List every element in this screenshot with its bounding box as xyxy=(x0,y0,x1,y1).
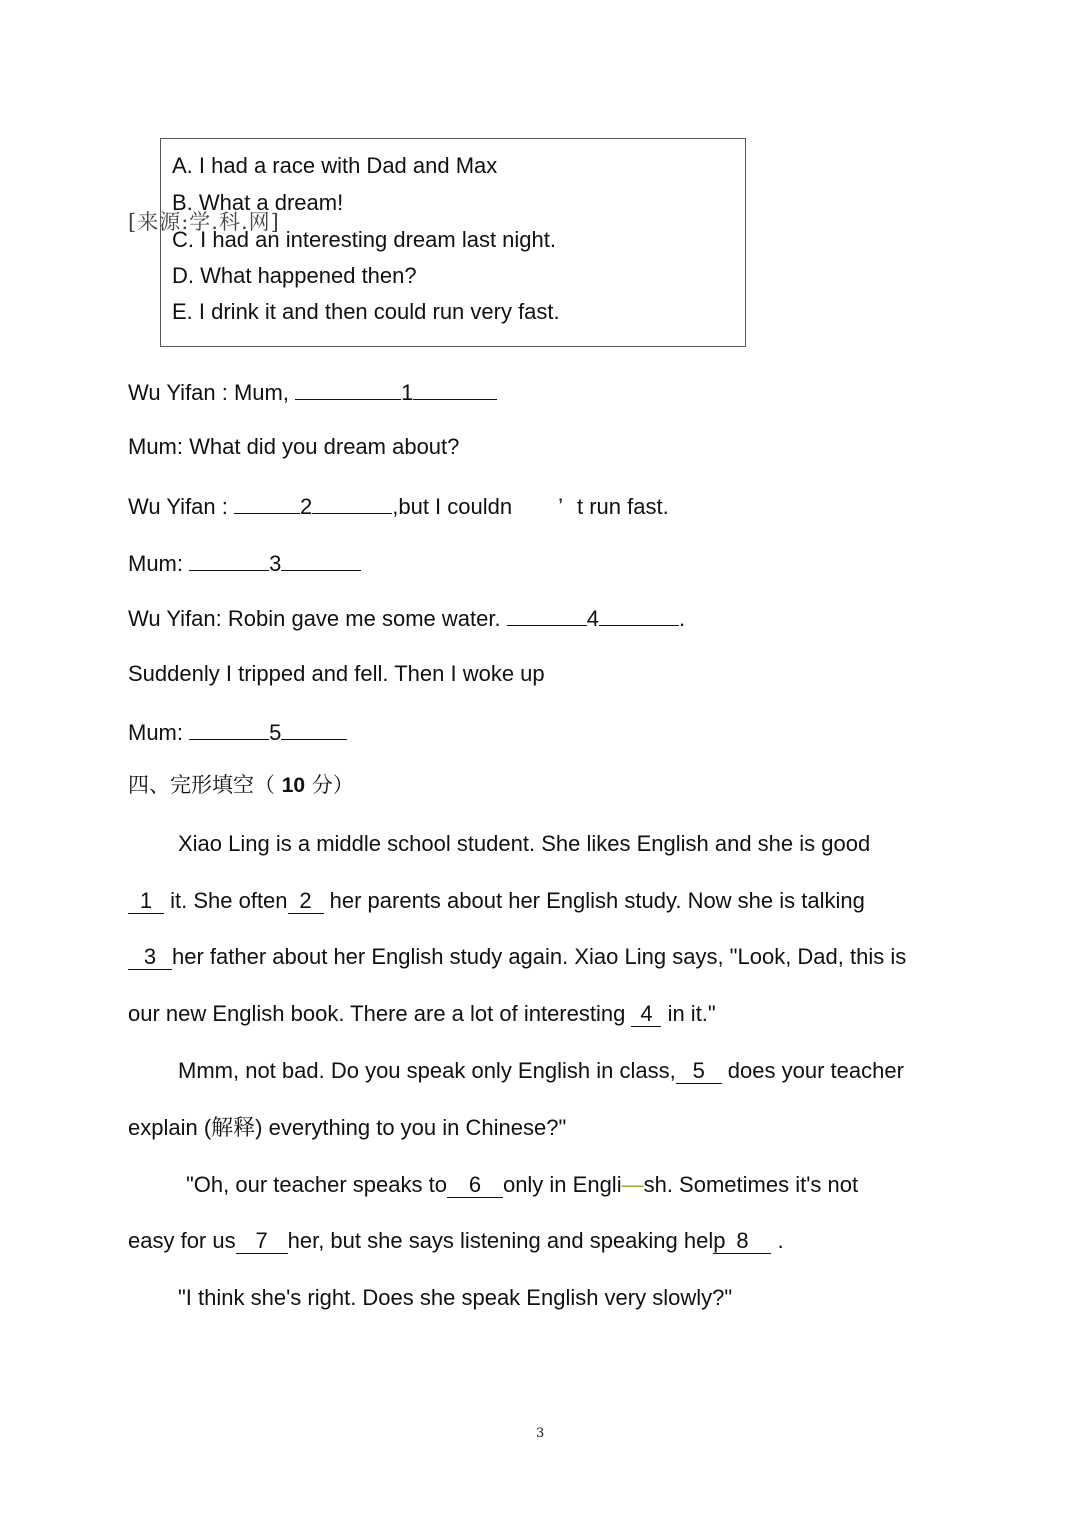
cloze-blank-4: 4 xyxy=(631,1002,661,1027)
line-text: . xyxy=(771,1228,784,1253)
line-text: her parents about her English study. Now she is talking xyxy=(323,888,865,913)
line-text: lp xyxy=(708,1228,726,1253)
cloze-blank-5: 5 xyxy=(676,1059,722,1084)
line-text: does your teacher xyxy=(721,1058,904,1083)
page-number: 3 xyxy=(536,1426,545,1441)
speaker-text: Wu Yifan : xyxy=(128,494,234,519)
passage-line-9: "I think she's right. Does she speak English very slowly?" xyxy=(178,1285,733,1310)
dialogue-line-5 xyxy=(128,603,685,632)
blank-left xyxy=(234,491,300,514)
speaker-text: Wu Yifan : Mum, xyxy=(128,380,296,405)
blank-right xyxy=(413,377,497,400)
passage-line-6 xyxy=(128,1115,566,1142)
line-text: sh. Sometimes it's not xyxy=(643,1172,859,1197)
blank-left xyxy=(189,717,269,740)
line-text: "Oh, our teacher speaks to xyxy=(186,1172,447,1197)
speaker-text: Mum: xyxy=(128,720,190,745)
passage-line-1: Xiao Ling is a middle school student. She likes English and she is good xyxy=(178,831,871,856)
cloze-blank-7: 7 xyxy=(236,1229,288,1254)
cloze-blank-1: 1 xyxy=(128,889,164,914)
blank-left xyxy=(507,603,587,626)
dialogue-line-3 xyxy=(128,491,669,520)
line-text: t run fast. xyxy=(577,494,669,519)
blank-number: 5 xyxy=(269,720,282,745)
dialogue-line-4 xyxy=(128,548,361,577)
line-text: our new English book. There are a lot of interesting xyxy=(128,1001,632,1026)
blank-left xyxy=(189,548,269,571)
section-heading xyxy=(128,772,354,799)
line-text: Mmm, not bad. Do you speak only English in class, xyxy=(178,1058,676,1083)
option-a: A. I had a race with Dad and Max xyxy=(172,153,498,178)
option-e: E. I drink it and then could run very fast. xyxy=(172,299,560,324)
line-text: easy for us xyxy=(128,1228,236,1253)
heading-points: 10 xyxy=(281,774,306,797)
dialogue-line-6: Suddenly I tripped and fell. Then I woke up xyxy=(128,661,545,686)
cloze-blank-2: 2 xyxy=(288,889,324,914)
blank-number: 2 xyxy=(299,494,313,519)
passage-line-5 xyxy=(178,1058,904,1084)
passage-line-4 xyxy=(128,1001,716,1027)
dialogue-line-7 xyxy=(128,717,347,746)
line-text: her, but she says listening and speaking he xyxy=(287,1228,709,1253)
source-watermark: [来源:学.科.网] xyxy=(128,210,280,234)
option-b: B. What a dream! xyxy=(172,190,344,215)
cloze-blank-3: 3 xyxy=(128,945,172,970)
dialogue-line-1 xyxy=(128,377,497,406)
option-c: C. I had an interesting dream last night. xyxy=(172,227,556,252)
blank-right xyxy=(281,717,347,740)
blank-number: 3 xyxy=(269,551,282,576)
blank-right xyxy=(599,603,679,626)
line-text: explain ( xyxy=(128,1115,212,1140)
passage-line-7 xyxy=(186,1172,858,1198)
stray-dash: — xyxy=(621,1172,644,1197)
passage-line-2 xyxy=(128,888,865,914)
dialogue-line-2: Mum: What did you dream about? xyxy=(128,434,460,459)
speaker-text: Mum: xyxy=(128,551,190,576)
blank-number: 1 xyxy=(401,380,414,405)
chinese-gloss: 解释 xyxy=(211,1116,256,1141)
line-text: only in Engli xyxy=(502,1172,622,1197)
line-text: in it." xyxy=(661,1001,716,1026)
heading-text: 四、完形填空（ xyxy=(128,773,282,797)
cloze-blank-6: 6 xyxy=(447,1173,503,1198)
line-text: ,but I couldn xyxy=(392,494,513,519)
passage-line-3 xyxy=(128,944,906,970)
line-text: ) everything to you in Chinese?" xyxy=(255,1115,567,1140)
heading-text: 分） xyxy=(305,773,354,797)
blank-left xyxy=(295,377,401,400)
line-text: . xyxy=(678,606,686,631)
option-d: D. What happened then? xyxy=(172,263,417,288)
line-text: her father about her English study again. Xiao Ling says, "Look, Dad, this is xyxy=(172,944,907,969)
apostrophe: ’ xyxy=(558,494,563,519)
cloze-blank-8: 8 xyxy=(713,1229,771,1254)
blank-right xyxy=(312,491,392,514)
line-text: it. She often xyxy=(164,888,288,913)
blank-right xyxy=(281,548,361,571)
passage-line-8 xyxy=(128,1228,784,1254)
line-text: Wu Yifan: Robin gave me some water. xyxy=(128,606,507,631)
blank-number: 4 xyxy=(586,606,599,631)
